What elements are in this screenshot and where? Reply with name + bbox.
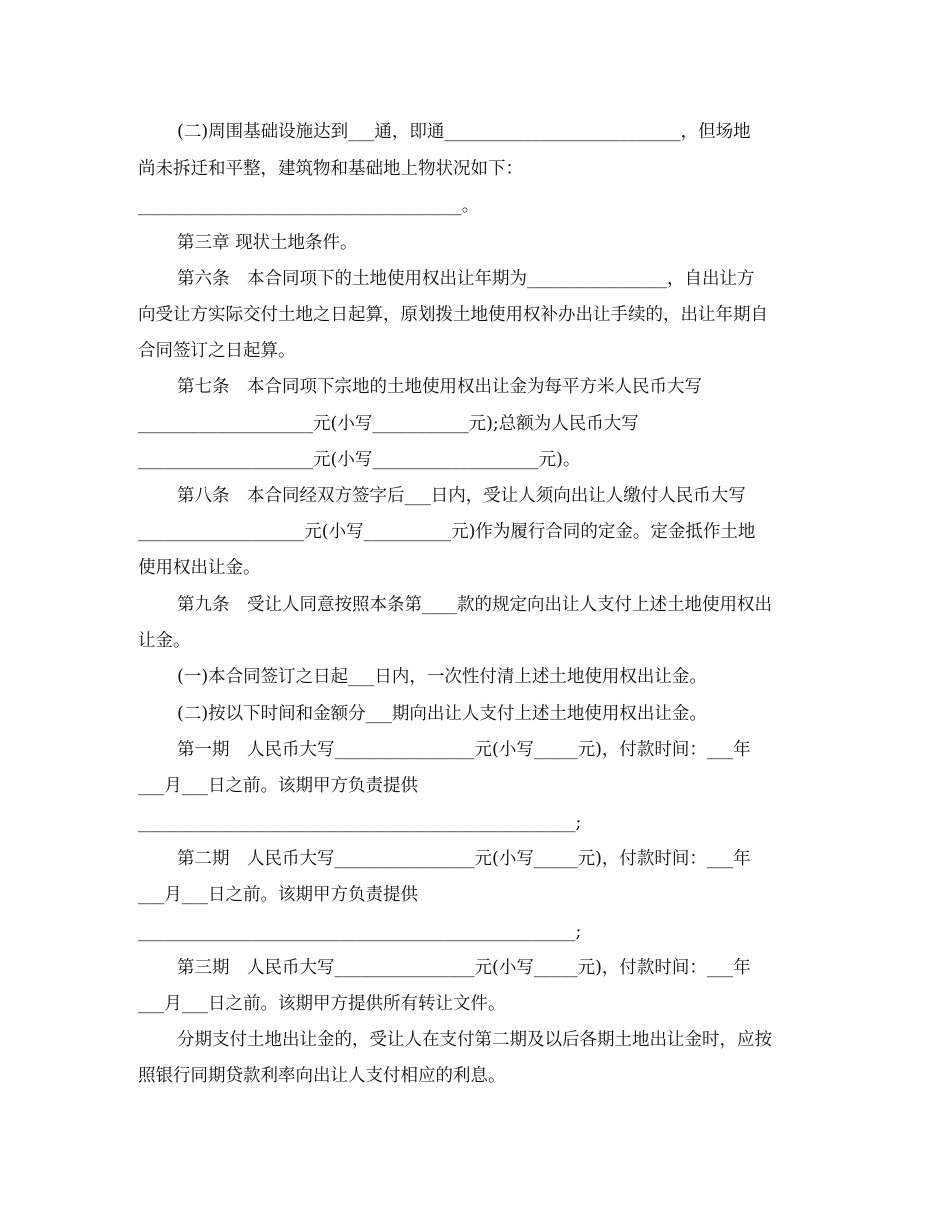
chapter-heading: 第三章 现状土地条件。	[177, 233, 358, 253]
paragraph-line: ____________________元(小写___________________元)。	[138, 450, 581, 470]
paragraph-line: 分期支付土地出让金的，受让人在支付第二期及以后各期土地出让金时，应按	[177, 1030, 772, 1050]
paragraph-line: ____________________元(小写___________元);总额为人民币大写	[138, 414, 639, 434]
paragraph-line: 第三期 人民币大写________________元(小写_____元)，付款时间：___年	[177, 958, 751, 978]
paragraph-line: ___月___日之前。该期甲方负责提供	[138, 776, 418, 796]
paragraph-line: _____________________________________。	[138, 196, 480, 216]
paragraph-line: 第六条 本合同项下的土地使用权出让年期为________________，自出让方	[177, 269, 755, 289]
paragraph-line: (二)周围基础设施达到___通，即通___________________________，但场地	[177, 122, 751, 142]
paragraph-line: 第一期 人民币大写________________元(小写_____元)，付款时间：___年	[177, 740, 751, 760]
paragraph-line: 尚未拆迁和平整，建筑物和基础地上物状况如下：	[138, 159, 523, 179]
paragraph-line: (二)按以下时间和金额分___期向出让人支付上述土地使用权出让金。	[177, 704, 707, 724]
paragraph-line: ___月___日之前。该期甲方负责提供	[138, 885, 418, 905]
paragraph-line: 照银行同期贷款利率向出让人支付相应的利息。	[138, 1066, 506, 1086]
paragraph-line: 第七条 本合同项下宗地的土地使用权出让金为每平方米人民币大写	[177, 377, 702, 397]
paragraph-line: 向受让方实际交付土地之日起算，原划拨土地使用权补办出让手续的，出让年期自	[138, 305, 768, 325]
paragraph-line: 让金。	[138, 631, 191, 651]
paragraph-line: 第二期 人民币大写________________元(小写_____元)，付款时间：___年	[177, 849, 751, 869]
paragraph-line: 第八条 本合同经双方签字后___日内，受让人须向出让人缴付人民币大写	[177, 486, 746, 506]
paragraph-line: (一)本合同签订之日起___日内，一次性付清上述土地使用权出让金。	[177, 667, 707, 687]
paragraph-line: ___________________元(小写__________元)作为履行合同的定金。定金抵作土地	[138, 522, 756, 542]
paragraph-line: 使用权出让金。	[138, 558, 261, 578]
paragraph-line: 合同签订之日起算。	[138, 341, 296, 361]
paragraph-line: __________________________________________________;	[138, 813, 582, 833]
paragraph-line: ___月___日之前。该期甲方提供所有转让文件。	[138, 994, 506, 1014]
paragraph-line: 第九条 受让人同意按照本条第____款的规定向出让人支付上述土地使用权出	[177, 595, 772, 615]
paragraph-line: __________________________________________________;	[138, 922, 582, 942]
